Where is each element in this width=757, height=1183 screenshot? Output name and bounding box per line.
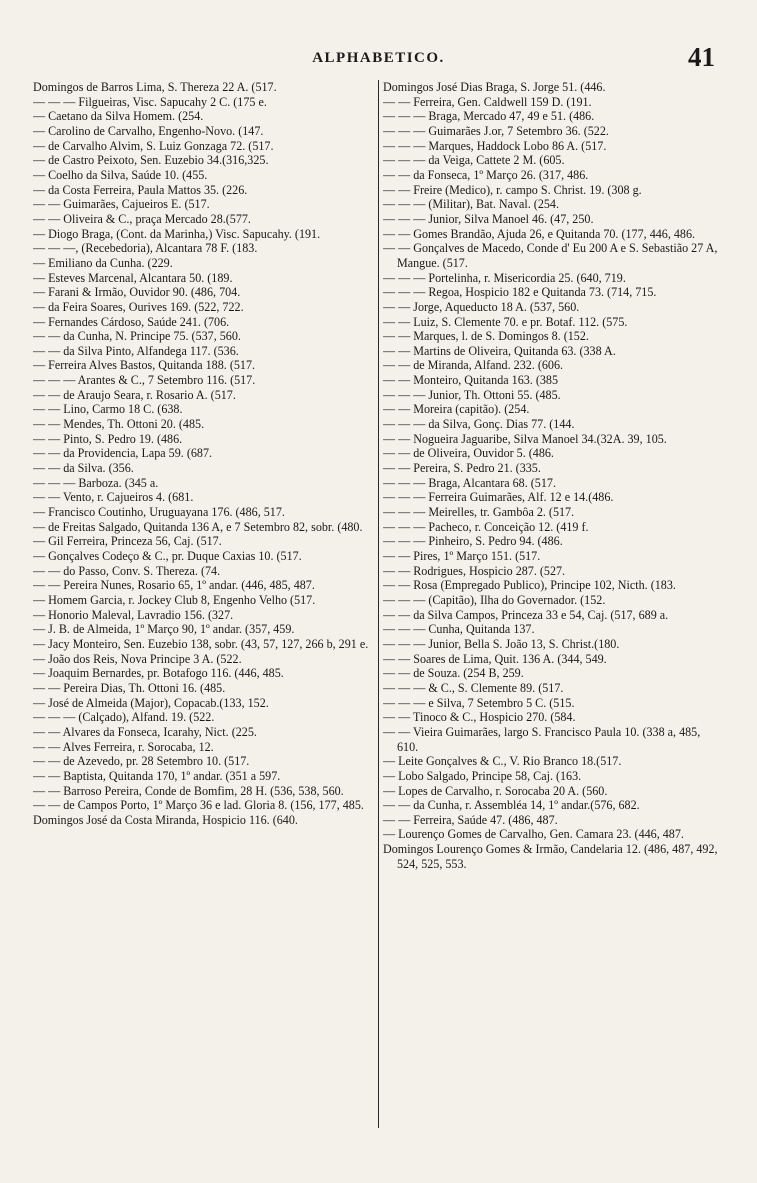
directory-entry: — — — Cunha, Quitanda 137. — [383, 622, 535, 637]
directory-entry: — — Pereira, S. Pedro 21. (335. — [383, 461, 541, 476]
directory-entry: — — — Arantes & C., 7 Setembro 116. (517. — [33, 373, 256, 388]
directory-entry: — — Baptista, Quitanda 170, 1º andar. (351 a 597. — [33, 768, 281, 783]
directory-entry: — Diogo Braga, (Cont. da Marinha,) Visc. Sapucahy. (191. — [33, 226, 321, 241]
directory-entry: — da Feira Soares, Ourives 169. (522, 722. — [33, 299, 244, 314]
directory-entry: — — — Filgueiras, Visc. Sapucahy 2 C. (175 e. — [33, 94, 267, 109]
directory-entry: — — — da Veiga, Cattete 2 M. (605. — [383, 153, 565, 168]
directory-entry: — — Vento, r. Cajueiros 4. (681. — [33, 490, 194, 505]
directory-entry: — da Costa Ferreira, Paula Mattos 35. (226. — [33, 182, 248, 197]
directory-entry: — — de Souza. (254 B, 259. — [383, 666, 524, 681]
directory-entry: — Lobo Salgado, Principe 58, Caj. (163. — [383, 768, 582, 783]
directory-entry: — — Rosa (Empregado Publico), Principe 102, Nicth. (183. — [383, 578, 676, 593]
directory-entry: — — Pereira Nunes, Rosario 65, 1º andar. (446, 485, 487. — [33, 578, 315, 593]
directory-entry: — — Freire (Medico), r. campo S. Christ. 19. (308 g. — [383, 182, 642, 197]
directory-entry: — de Castro Peixoto, Sen. Euzebio 34.(316,325. — [33, 153, 269, 168]
directory-entry: — — — Meirelles, tr. Gambôa 2. (517. — [383, 505, 575, 520]
directory-entry: — de Carvalho Alvim, S. Luiz Gonzaga 72. (517. — [33, 138, 274, 153]
directory-entry: — — Mendes, Th. Ottoni 20. (485. — [33, 417, 205, 432]
directory-entry: — — — Marques, Haddock Lobo 86 A. (517. — [383, 138, 607, 153]
directory-entry: — — de Campos Porto, 1º Março 36 e lad. Gloria 8. (156, 177, 485. — [33, 798, 364, 813]
directory-entry: Domingos Lourenço Gomes & Irmão, Candelaria 12. (486, 487, 492, 524, 525, 553. — [383, 842, 718, 871]
directory-entry: — — — Barboza. (345 a. — [33, 475, 159, 490]
directory-entry: — — da Providencia, Lapa 59. (687. — [33, 446, 213, 461]
directory-entry: — Joaquim Bernardes, pr. Botafogo 116. (446, 485. — [33, 666, 284, 681]
directory-entry: — — Luiz, S. Clemente 70. e pr. Botaf. 112. (575. — [383, 314, 628, 329]
directory-entry: — — — (Militar), Bat. Naval. (254. — [383, 197, 559, 212]
directory-entry: — — — da Silva, Gonç. Dias 77. (144. — [383, 417, 575, 432]
directory-entry: — — da Cunha, N. Principe 75. (537, 560. — [33, 329, 241, 344]
directory-entry: — — Alves Ferreira, r. Sorocaba, 12. — [33, 739, 214, 754]
directory-entry: — Gil Ferreira, Princeza 56, Caj. (517. — [33, 534, 222, 549]
directory-entry: — — da Cunha, r. Assembléa 14, 1º andar.(576, 682. — [383, 798, 640, 813]
directory-entry: — — — Portelinha, r. Misericordia 25. (640, 719. — [383, 270, 626, 285]
directory-entry: — — Alvares da Fonseca, Icarahy, Nict. (225. — [33, 724, 257, 739]
left-column — [33, 80, 374, 1160]
directory-entry: — — —, (Recebedoria), Alcantara 78 F. (183. — [33, 241, 258, 256]
directory-entry: — Gonçalves Codeço & C., pr. Duque Caxias 10. (517. — [33, 549, 302, 563]
directory-entry: — — Oliveira & C., praça Mercado 28.(577. — [33, 211, 251, 226]
directory-entry: — — Marques, l. de S. Domingos 8. (152. — [383, 329, 589, 344]
directory-entry: — — Moreira (capitão). (254. — [383, 402, 530, 417]
directory-entry: — — Gomes Brandão, Ajuda 26, e Quitanda 70. (177, 446, 486. — [383, 226, 696, 241]
directory-entry: — J. B. de Almeida, 1º Março 90, 1º andar. (357, 459. — [33, 622, 295, 637]
directory-entry: — — Pinto, S. Pedro 19. (486. — [33, 431, 183, 446]
directory-entry: — — da Silva. (356. — [33, 461, 134, 476]
directory-entry: — de Freitas Salgado, Quitanda 136 A, e 7 Setembro 82, sobr. (480. — [33, 519, 363, 534]
directory-entry: — — Guimarães, Cajueiros E. (517. — [33, 197, 210, 212]
page-number: 41 — [688, 42, 715, 72]
directory-entry: Domingos José Dias Braga, S. Jorge 51. (446. — [383, 80, 606, 94]
directory-entry: — — da Silva Pinto, Alfandega 117. (536. — [33, 343, 239, 358]
directory-entry: — — — Junior, Th. Ottoni 55. (485. — [383, 387, 561, 402]
directory-entry: — — Barroso Pereira, Conde de Bomfim, 28 H. (536, 538, 560. — [33, 783, 344, 798]
directory-entry: — — de Miranda, Alfand. 232. (606. — [383, 358, 564, 373]
directory-entry: — — Tinoco & C., Hospicio 270. (584. — [383, 710, 576, 725]
directory-entry: — — Lino, Carmo 18 C. (638. — [33, 402, 183, 417]
directory-entry: — Lourenço Gomes de Carvalho, Gen. Camara 23. (446, 487. — [383, 827, 684, 842]
directory-entry: — — da Silva Campos, Princeza 33 e 54, Caj. (517, 689 a. — [383, 607, 669, 622]
two-column-listing — [33, 80, 729, 1160]
directory-entry: — Honorio Maleval, Lavradio 156. (327. — [33, 607, 234, 622]
directory-entry: — — Monteiro, Quitanda 163. (385 — [383, 373, 558, 388]
directory-entry: — — Pires, 1º Março 151. (517. — [383, 549, 541, 563]
directory-entry: — — — Braga, Mercado 47, 49 e 51. (486. — [383, 109, 595, 124]
directory-entry: — Carolino de Carvalho, Engenho-Novo. (147. — [33, 123, 264, 138]
directory-entry: — — — Braga, Alcantara 68. (517. — [383, 475, 556, 490]
directory-entry: — João dos Reis, Nova Principe 3 A. (522. — [33, 651, 242, 666]
directory-entry: — — de Araujo Seara, r. Rosario A. (517. — [33, 387, 236, 402]
directory-entry: — — Nogueira Jaguaribe, Silva Manoel 34.(32A. 39, 105. — [383, 431, 667, 446]
running-title: ALPHABETICO. — [312, 50, 445, 66]
directory-entry: — — — Junior, Silva Manoel 46. (47, 250. — [383, 211, 594, 226]
directory-entry: — — Gonçalves de Macedo, Conde d' Eu 200 A e S. Sebastião 27 A, Mangue. (517. — [383, 241, 718, 270]
directory-entry: — Lopes de Carvalho, r. Sorocaba 20 A. (560. — [383, 783, 608, 798]
directory-entry: — José de Almeida (Major), Copacab.(133, 152. — [33, 695, 269, 710]
directory-entry: — Caetano da Silva Homem. (254. — [33, 109, 204, 124]
directory-entry: — — Soares de Lima, Quit. 136 A. (344, 549. — [383, 651, 607, 666]
directory-entry: — — Ferreira, Gen. Caldwell 159 D. (191. — [383, 94, 592, 109]
directory-entry: — Esteves Marcenal, Alcantara 50. (189. — [33, 270, 233, 285]
directory-entry: Domingos José da Costa Miranda, Hospicio 116. (640. — [33, 812, 298, 827]
column-divider — [378, 80, 379, 1128]
directory-entry: — — — Guimarães J.or, 7 Setembro 36. (522. — [383, 123, 609, 138]
directory-entry: — Fernandes Cárdoso, Saúde 241. (706. — [33, 314, 230, 329]
directory-entry: — Francisco Coutinho, Uruguayana 176. (486, 517. — [33, 505, 285, 520]
directory-entry: — — — (Capitão), Ilha do Governador. (152. — [383, 592, 606, 607]
directory-entry: — — — Pacheco, r. Conceição 12. (419 f. — [383, 519, 589, 534]
directory-entry: — — Vieira Guimarães, largo S. Francisco Paula 10. (338 a, 485, 610. — [383, 724, 701, 754]
directory-entry: — — Rodrigues, Hospicio 287. (527. — [383, 563, 566, 578]
directory-entry: — — Martins de Oliveira, Quitanda 63. (338 A. — [383, 343, 616, 358]
right-column — [383, 80, 724, 1160]
page-header — [40, 42, 717, 82]
directory-entry: — Jacy Monteiro, Sen. Euzebio 138, sobr. (43, 57, 127, 266 b, 291 e. — [33, 636, 369, 651]
directory-entry: — Homem Garcia, r. Jockey Club 8, Engenho Velho (517. — [33, 592, 316, 607]
directory-entry: — — da Fonseca, 1º Março 26. (317, 486. — [383, 167, 589, 182]
directory-entry: — Leite Gonçalves & C., V. Rio Branco 18.(517. — [383, 754, 622, 769]
directory-entry: — — — e Silva, 7 Setembro 5 C. (515. — [383, 695, 575, 710]
directory-entry: — Ferreira Alves Bastos, Quitanda 188. (517. — [33, 358, 256, 373]
directory-entry: — — — & C., S. Clemente 89. (517. — [383, 680, 564, 695]
directory-entry: — — — Pinheiro, S. Pedro 94. (486. — [383, 534, 563, 549]
directory-entry: — — de Oliveira, Ouvidor 5. (486. — [383, 446, 554, 461]
directory-entry: — — Ferreira, Saúde 47. (486, 487. — [383, 812, 558, 827]
directory-entry: — — — Ferreira Guimarães, Alf. 12 e 14.(486. — [383, 490, 614, 505]
directory-entry: — Farani & Irmão, Ouvidor 90. (486, 704. — [33, 285, 241, 300]
directory-entry: Domingos de Barros Lima, S. Thereza 22 A. (517. — [33, 80, 277, 94]
directory-entry: — — Jorge, Aqueducto 18 A. (537, 560. — [383, 299, 580, 314]
directory-entry: — — Pereira Dias, Th. Ottoni 16. (485. — [33, 680, 226, 695]
directory-entry: — — — (Calçado), Alfand. 19. (522. — [33, 710, 215, 725]
directory-entry: — — — Junior, Bella S. João 13, S. Christ.(180. — [383, 636, 620, 651]
directory-entry: — — de Azevedo, pr. 28 Setembro 10. (517. — [33, 754, 250, 769]
directory-entry: — Coelho da Silva, Saúde 10. (455. — [33, 167, 208, 182]
directory-entry: — — do Passo, Conv. S. Thereza. (74. — [33, 563, 221, 578]
directory-entry: — — — Regoa, Hospicio 182 e Quitanda 73. (714, 715. — [383, 285, 657, 300]
directory-entry: — Emiliano da Cunha. (229. — [33, 255, 173, 270]
